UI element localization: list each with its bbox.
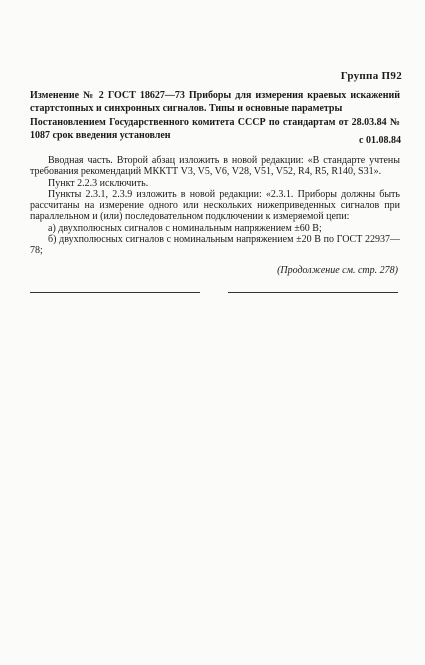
decree-text: Постановлением Государственного комитета СССР по стандартам от 28.03.84 № 1087 срок введения установлен (30, 117, 400, 141)
paragraph-exclude: Пункт 2.2.3 исключить. (48, 177, 149, 189)
effective-date: с 01.08.84 (359, 135, 401, 146)
list-item-b: б) двухполюсных сигналов с номинальным напряжением ±20 В по ГОСТ 22937—78; (30, 234, 400, 257)
paragraph-intro: Вводная часть. Второй абзац изложить в новой редакции: «В стандарте учтены требования рекомендаций МККТТ V3, V5, V6, V28, V51, V52, R4, R5, R140, S31». (30, 155, 400, 178)
list-item-a: а) двухполюсных сигналов с номинальным напряжением ±60 В; (48, 222, 322, 234)
body-text (30, 155, 400, 257)
group-code: Группа П92 (340, 70, 402, 82)
paragraph-new-edition: Пункты 2.3.1, 2.3.9 изложить в новой редакции: «2.3.1. Приборы должны быть рассчитаны на измерение одного или нескольких нижеприведенных сигналов при параллельном и (или) последовательном подключении к измеряемой цепи: (30, 188, 400, 223)
amendment-title: Изменение № 2 ГОСТ 18627—73 Приборы для измерения краевых искажений стартстопных и синхронных сигналов. Типы и основные параметры (30, 90, 400, 114)
continuation-note: (Продолжение см. стр. 278) (277, 265, 398, 276)
divider-right (228, 292, 398, 293)
divider-left (30, 292, 200, 293)
